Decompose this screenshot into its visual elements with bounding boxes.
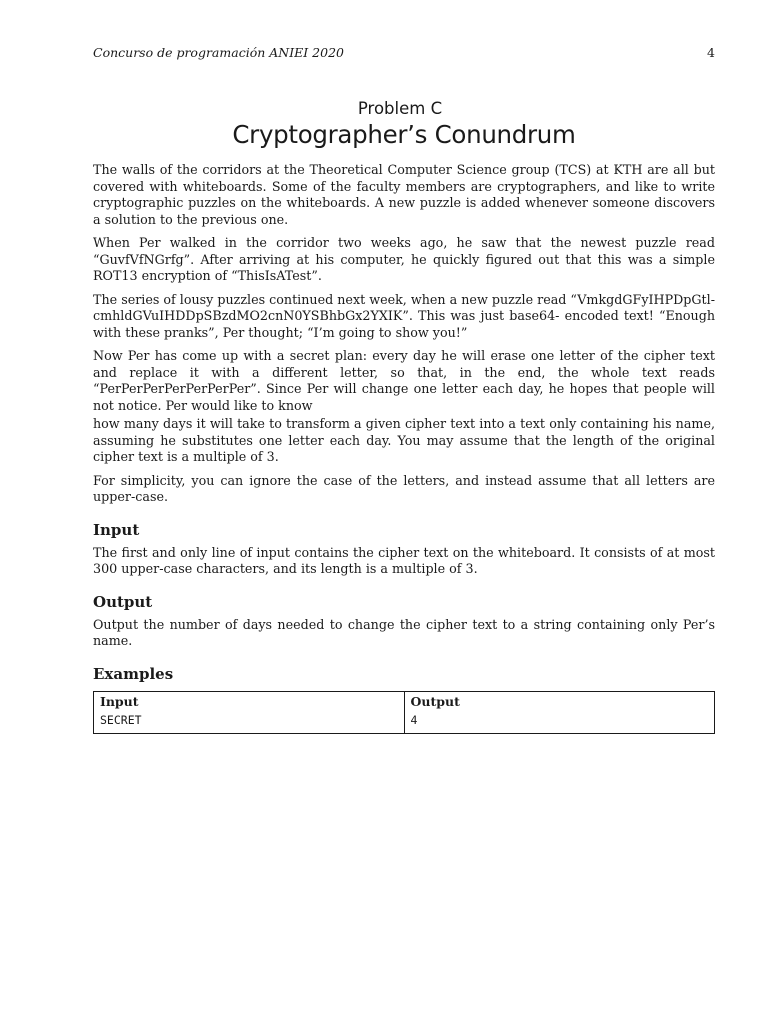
input-heading: Input bbox=[93, 520, 140, 539]
output-heading: Output bbox=[93, 592, 153, 611]
examples-heading: Examples bbox=[93, 664, 174, 683]
statement-paragraph-6: For simplicity, you can ignore the case of the letters, and instead assume that all letters are upper-case. bbox=[93, 472, 715, 504]
problem-title: Cryptographer’s Conundrum bbox=[232, 120, 576, 149]
statement-paragraph-4: Now Per has come up with a secret plan: every day he will erase one letter of the cipher text and replace it with a different letter, so that, in the end, the whole text reads “PerPerPerPerPerPerPer”. Since Per will change one letter each day, he hopes that people will not notice. Per would like to know bbox=[93, 348, 715, 413]
statement-paragraph-3: The series of lousy puzzles continued next week, when a new puzzle read “VmkgdGFyIHPDpGtl-cmhldGVuIHDDpSBzdMO2cnN0YSBhbGx2YXIK”. This was just base64- encoded text! “Enough with these pranks”, Per thought; “I’m going to show you!” bbox=[93, 291, 715, 340]
table-row bbox=[94, 710, 715, 734]
input-description: The first and only line of input contains the cipher text on the whiteboard. It consists of at most 300 upper-case characters, and its length is a multiple of 3. bbox=[93, 544, 715, 576]
statement-paragraph-5: how many days it will take to transform a given cipher text into a text only containing his name, assuming he substitutes one letter each day. You may assume that the length of the original cipher text is a multiple of 3. bbox=[93, 416, 715, 464]
column-header-input: Input bbox=[94, 691, 405, 710]
examples-table bbox=[93, 691, 715, 734]
problem-body bbox=[93, 162, 715, 734]
examples-header-row bbox=[94, 691, 715, 710]
sample-output-cell: 4 bbox=[404, 710, 715, 734]
statement-paragraph-2: When Per walked in the corridor two weeks ago, he saw that the newest puzzle read “GuvfVfNGrfg”. After arriving at his computer, he quickly figured out that this was a simple ROT13 encryption of “ThisIsATest”. bbox=[93, 235, 715, 283]
running-header bbox=[93, 45, 715, 60]
page-number: 4 bbox=[707, 45, 715, 60]
sample-input-cell: SECRET bbox=[94, 710, 405, 734]
output-description: Output the number of days needed to change the cipher text to a string containing only Per’s name. bbox=[93, 616, 715, 648]
problem-label: Problem C bbox=[357, 99, 443, 118]
contest-name: Concurso de programación ANIEI 2020 bbox=[93, 45, 344, 60]
column-header-output: Output bbox=[404, 691, 715, 710]
statement-paragraph-1: The walls of the corridors at the Theoretical Computer Science group (TCS) at KTH are all but covered with whiteboards. Some of the faculty members are cryptographers, and like to write cryptographic puzzles on the whiteboards. A new puzzle is added whenever someone discovers a solution to the previous one. bbox=[93, 162, 715, 227]
